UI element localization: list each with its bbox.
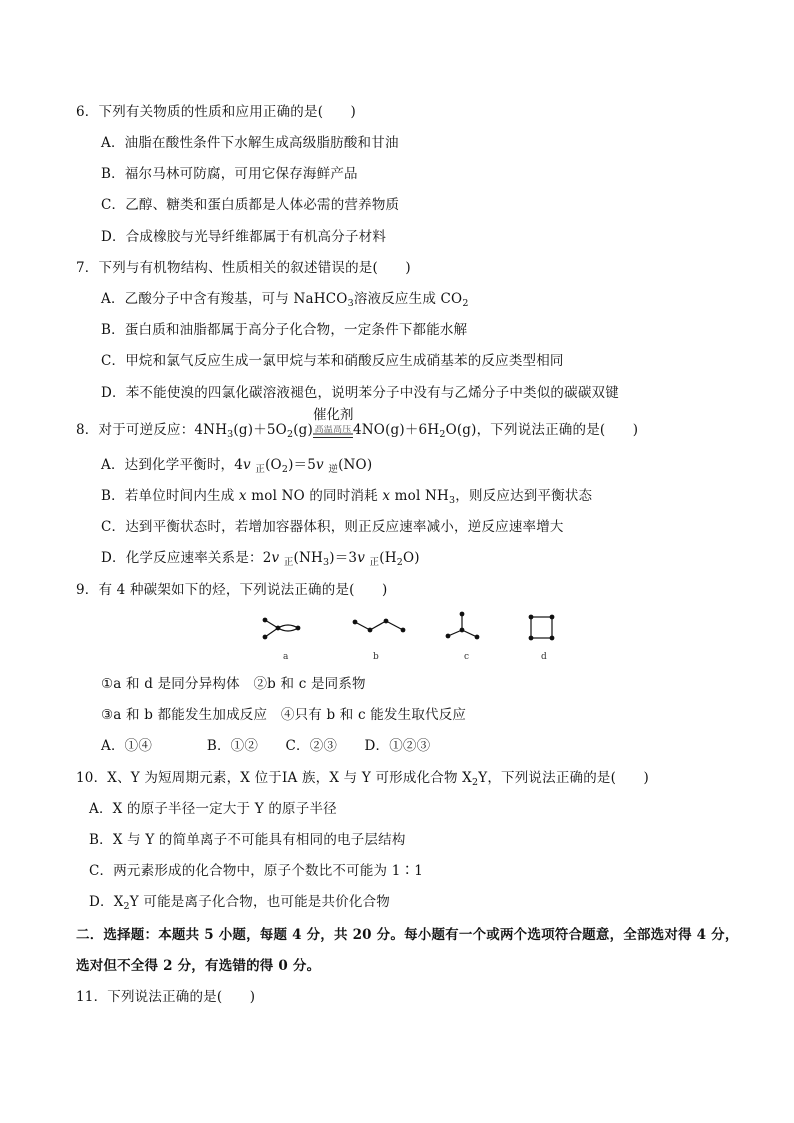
q10-option-c: C．两元素形成的化合物中，原子个数比不可能为 1∶1: [89, 863, 423, 879]
q6-option-c: C．乙醇、糖类和蛋白质都是人体必需的营养物质: [101, 197, 400, 213]
q9-options: A．①④ B．①② C．②③ D．①②③: [101, 738, 431, 754]
q8-option-a: A．达到化学平衡时，4v $_正(O_2)=5v$ $_逆$(NO): [101, 457, 373, 475]
reversible-arrow-icon: [313, 433, 353, 439]
q9-statements-1: ①a 和 d 是同分异构体 ②b 和 c 是同系物: [101, 676, 366, 692]
q8-option-d: D．化学反应速率关系是：2v $_正(NH_3)=3v$ $_正(H_2O)$: [101, 550, 420, 568]
q9-statements-2: ③a 和 b 都能发生加成反应 ④只有 b 和 c 能发生取代反应: [101, 707, 467, 723]
q7-option-d: D．苯不能使溴的四氯化碳溶液褪色，说明苯分子中没有与乙烯分子中类似的碳碳双键: [101, 385, 619, 401]
skeleton-label-d: d: [541, 652, 547, 662]
carbon-skeleton-d: [526, 612, 558, 644]
q10-option-b: B．X 与 Y 的简单离子不可能具有相同的电子层结构: [89, 832, 406, 848]
reaction-arrow: [313, 407, 354, 439]
q10-option-d: D．$X_2Y$ 可能是离子化合物，也可能是共价化合物: [89, 894, 390, 912]
q8-option-b: B．若单位时间内生成 x mol NO 的同时消耗 x mol $NH_3$，则反应达到平衡状态: [101, 488, 593, 506]
section-2-header-line-1: 二．选择题：本题共 5 小题，每题 4 分，共 20 分。每小题有一个或两个选项符合题意，全部选对得 4 分，: [76, 927, 739, 943]
q6-option-d: D．合成橡胶与光导纤维都属于有机高分子材料: [101, 229, 387, 245]
q11-stem: 11．下列说法正确的是( ): [76, 989, 256, 1005]
q6-stem: 6．下列有关物质的性质和应用正确的是( ): [76, 104, 357, 120]
q6-option-a: A．油脂在酸性条件下水解生成高级脂肪酸和甘油: [101, 135, 399, 151]
q8-stem: 8．对于可逆反应：$4NH_3(g)+5O_2(g)$ 催化剂 高温高压 $4NO(g)+6H_2O(g)$，下列说法正确的是( ): [76, 407, 639, 440]
q7-option-b: B．蛋白质和油脂都属于高分子化合物，一定条件下都能水解: [101, 322, 468, 338]
condition-label: 高温高压: [314, 425, 352, 435]
carbon-skeleton-c: [443, 609, 483, 645]
q7-option-c: C．甲烷和氯气反应生成一氯甲烷与苯和硝酸反应生成硝基苯的反应类型相同: [101, 353, 564, 369]
skeleton-label-c: c: [464, 652, 470, 662]
skeleton-label-b: b: [373, 652, 379, 662]
q10-option-a: A．X 的原子半径一定大于 Y 的原子半径: [89, 801, 337, 817]
q8-option-c: C．达到平衡状态时，若增加容器体积，则正反应速率减小，逆反应速率增大: [101, 519, 564, 535]
q7-stem: 7．下列与有机物结构、性质相关的叙述错误的是( ): [76, 260, 411, 276]
section-2-header-line-2: 选对但不全得 2 分，有选错的得 0 分。: [76, 958, 321, 974]
q7-option-a: A．乙酸分子中含有羧基，可与 NaHCO$_3$溶液反应生成 $CO_2$: [101, 291, 469, 309]
q9-stem: 9．有 4 种碳架如下的烃，下列说法正确的是( ): [76, 582, 388, 598]
q6-option-b: B．福尔马林可防腐，可用它保存海鲜产品: [101, 166, 358, 182]
carbon-skeleton-a: [258, 614, 308, 644]
catalyst-label: 催化剂: [313, 407, 354, 423]
q10-stem: 10．X、Y 为短周期元素，X 位于ⅠA 族，X 与 Y 可形成化合物 $X_2Y$，下列说法正确的是( ): [76, 770, 649, 788]
skeleton-label-a: a: [283, 652, 289, 662]
carbon-skeleton-b: [349, 614, 409, 636]
